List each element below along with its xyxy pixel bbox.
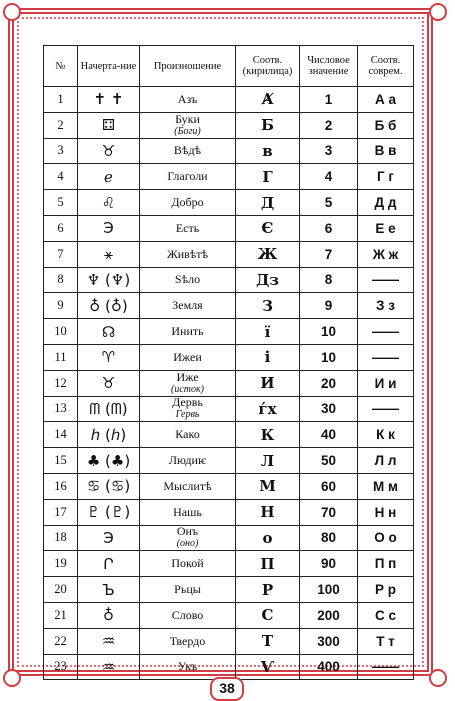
pronunciation-text: Инить xyxy=(171,324,204,339)
table-row xyxy=(44,654,414,680)
glyph-cell: Ъ xyxy=(78,577,140,603)
pronunciation-cell xyxy=(140,293,236,319)
glyph-cell: Ր xyxy=(78,551,140,577)
pronunciation-cell xyxy=(140,602,236,628)
table-row xyxy=(44,448,414,474)
row-number: 11 xyxy=(44,344,78,370)
modern-letter-cell: К к xyxy=(358,422,414,448)
table-row xyxy=(44,293,414,319)
cyrillic-cell: З xyxy=(236,293,300,319)
glyph-cell: ♈ xyxy=(78,344,140,370)
table-row xyxy=(44,525,414,551)
table-row xyxy=(44,551,414,577)
table-row xyxy=(44,344,414,370)
glyph-cell: ♆ (♆) xyxy=(78,267,140,293)
table-row xyxy=(44,267,414,293)
pronunciation-cell xyxy=(140,551,236,577)
pronunciation-text: Рьцы xyxy=(174,582,201,597)
pronunciation-text: Добро xyxy=(171,195,204,210)
pronunciation-cell xyxy=(140,396,236,422)
modern-letter-cell: —— xyxy=(358,654,414,680)
pronunciation-cell xyxy=(140,499,236,525)
numeric-value-cell: 100 xyxy=(300,577,358,603)
row-number: 17 xyxy=(44,499,78,525)
numeric-value-cell: 2 xyxy=(300,112,358,138)
table-row xyxy=(44,628,414,654)
modern-letter-cell: З з xyxy=(358,293,414,319)
table-row xyxy=(44,138,414,164)
corner-ornament xyxy=(3,669,21,687)
row-number: 2 xyxy=(44,112,78,138)
cyrillic-cell: К xyxy=(236,422,300,448)
table-row xyxy=(44,164,414,190)
cyrillic-cell: і xyxy=(236,344,300,370)
glyph-cell: ⚃ xyxy=(78,112,140,138)
cyrillic-cell: Г xyxy=(236,164,300,190)
modern-letter-cell: Б б xyxy=(358,112,414,138)
pronunciation-text: Вѣдѣ xyxy=(173,143,202,158)
glyph-cell: ♣ (♣) xyxy=(78,448,140,474)
alphabet-table xyxy=(43,45,414,680)
numeric-value-cell: 20 xyxy=(300,370,358,396)
table-row xyxy=(44,87,414,113)
header-numeric-value: Числовое значение xyxy=(300,46,358,87)
table-row xyxy=(44,602,414,628)
numeric-value-cell: 1 xyxy=(300,87,358,113)
cyrillic-cell: Р xyxy=(236,577,300,603)
pronunciation-text: Онъ xyxy=(176,524,199,539)
table-row xyxy=(44,241,414,267)
modern-letter-cell: —— xyxy=(358,344,414,370)
numeric-value-cell: 300 xyxy=(300,628,358,654)
pronunciation-cell xyxy=(140,344,236,370)
pronunciation-cell xyxy=(140,448,236,474)
cyrillic-cell: Б xyxy=(236,112,300,138)
modern-letter-cell: —— xyxy=(358,319,414,345)
glyph-cell: ♋ (♋) xyxy=(78,473,140,499)
modern-letter-cell: А а xyxy=(358,87,414,113)
pronunciation-text: Укъ xyxy=(177,659,198,674)
modern-letter-cell: Д д xyxy=(358,190,414,216)
cyrillic-cell: М xyxy=(236,473,300,499)
glyph-cell: ♒ xyxy=(78,628,140,654)
numeric-value-cell: 200 xyxy=(300,602,358,628)
table-row xyxy=(44,215,414,241)
numeric-value-cell: 30 xyxy=(300,396,358,422)
cyrillic-cell: Дз xyxy=(236,267,300,293)
numeric-value-cell: 10 xyxy=(300,319,358,345)
row-number: 10 xyxy=(44,319,78,345)
header-glyph: Начерта-ние xyxy=(78,46,140,87)
pronunciation-text: Дервь xyxy=(172,395,203,410)
corner-ornament xyxy=(429,669,447,687)
pronunciation-text: Слово xyxy=(171,607,204,622)
pronunciation-cell xyxy=(140,112,236,138)
glyph-cell: ♒ xyxy=(78,654,140,680)
row-number: 14 xyxy=(44,422,78,448)
table-row xyxy=(44,112,414,138)
row-number: 6 xyxy=(44,215,78,241)
numeric-value-cell: 6 xyxy=(300,215,358,241)
modern-letter-cell: Т т xyxy=(358,628,414,654)
pronunciation-cell xyxy=(140,215,236,241)
glyph-cell: ✝ ✝ xyxy=(78,87,140,113)
numeric-value-cell: 70 xyxy=(300,499,358,525)
table-row xyxy=(44,473,414,499)
glyph-cell: ♉ xyxy=(78,138,140,164)
glyph-cell: ℎ (ℎ) xyxy=(78,422,140,448)
pronunciation-cell xyxy=(140,267,236,293)
row-number: 21 xyxy=(44,602,78,628)
pronunciation-cell xyxy=(140,87,236,113)
numeric-value-cell: 10 xyxy=(300,344,358,370)
table-row xyxy=(44,190,414,216)
page-number: 38 xyxy=(210,677,244,701)
row-number: 20 xyxy=(44,577,78,603)
cyrillic-cell: о xyxy=(236,525,300,551)
modern-letter-cell: Л л xyxy=(358,448,414,474)
pronunciation-text: Иже xyxy=(176,369,199,384)
numeric-value-cell: 5 xyxy=(300,190,358,216)
numeric-value-cell: 90 xyxy=(300,551,358,577)
table-row xyxy=(44,319,414,345)
modern-letter-cell: Г г xyxy=(358,164,414,190)
glyph-cell: Э xyxy=(78,215,140,241)
header-cyrillic: Соотв. (кирилица) xyxy=(236,46,300,87)
cyrillic-cell: ѓх xyxy=(236,396,300,422)
modern-letter-cell: О о xyxy=(358,525,414,551)
numeric-value-cell: 8 xyxy=(300,267,358,293)
glyph-cell: ♉ xyxy=(78,370,140,396)
pronunciation-note: (исток) xyxy=(171,383,204,395)
pronunciation-text: Глаголи xyxy=(167,169,208,184)
modern-letter-cell: В в xyxy=(358,138,414,164)
row-number: 19 xyxy=(44,551,78,577)
modern-letter-cell: Е е xyxy=(358,215,414,241)
row-number: 12 xyxy=(44,370,78,396)
row-number: 15 xyxy=(44,448,78,474)
pronunciation-cell xyxy=(140,628,236,654)
modern-letter-cell: Р р xyxy=(358,577,414,603)
pronunciation-text: Земля xyxy=(172,298,203,313)
cyrillic-cell: Н xyxy=(236,499,300,525)
cyrillic-cell: Л xyxy=(236,448,300,474)
cyrillic-cell: ї xyxy=(236,319,300,345)
numeric-value-cell: 400 xyxy=(300,654,358,680)
cyrillic-cell: С xyxy=(236,602,300,628)
numeric-value-cell: 80 xyxy=(300,525,358,551)
row-number: 7 xyxy=(44,241,78,267)
cyrillic-cell: в xyxy=(236,138,300,164)
cyrillic-cell: Д xyxy=(236,190,300,216)
row-number: 22 xyxy=(44,628,78,654)
pronunciation-text: Нашь xyxy=(173,504,202,519)
pronunciation-text: Ѕѣло xyxy=(174,272,201,287)
pronunciation-text: Ижеи xyxy=(173,349,202,364)
pronunciation-text: Покой xyxy=(171,556,204,571)
table-row xyxy=(44,370,414,396)
cyrillic-cell: Є xyxy=(236,215,300,241)
header-row xyxy=(44,46,414,87)
numeric-value-cell: 9 xyxy=(300,293,358,319)
modern-letter-cell: М м xyxy=(358,473,414,499)
glyph-cell: ♁ xyxy=(78,602,140,628)
corner-ornament xyxy=(429,3,447,21)
row-number: 4 xyxy=(44,164,78,190)
corner-ornament xyxy=(3,3,21,21)
table-body xyxy=(44,87,414,680)
pronunciation-cell xyxy=(140,319,236,345)
numeric-value-cell: 4 xyxy=(300,164,358,190)
row-number: 18 xyxy=(44,525,78,551)
numeric-value-cell: 40 xyxy=(300,422,358,448)
pronunciation-cell xyxy=(140,577,236,603)
row-number: 1 xyxy=(44,87,78,113)
row-number: 9 xyxy=(44,293,78,319)
pronunciation-cell xyxy=(140,473,236,499)
glyph-cell: ☊ xyxy=(78,319,140,345)
pronunciation-text: Твердо xyxy=(169,633,206,648)
pronunciation-note: (Боги) xyxy=(174,125,201,137)
modern-letter-cell: И и xyxy=(358,370,414,396)
cyrillic-cell: П xyxy=(236,551,300,577)
pronunciation-note: Гервь xyxy=(175,409,200,421)
header-number: № xyxy=(44,46,78,87)
cyrillic-cell: И xyxy=(236,370,300,396)
pronunciation-cell xyxy=(140,138,236,164)
row-number: 3 xyxy=(44,138,78,164)
pronunciation-text: Азъ xyxy=(177,91,198,106)
row-number: 13 xyxy=(44,396,78,422)
glyph-cell: ♁ (♁) xyxy=(78,293,140,319)
table-row xyxy=(44,422,414,448)
pronunciation-cell xyxy=(140,190,236,216)
pronunciation-cell xyxy=(140,164,236,190)
modern-letter-cell: Н н xyxy=(358,499,414,525)
header-pronunciation: Произношение xyxy=(140,46,236,87)
numeric-value-cell: 7 xyxy=(300,241,358,267)
pronunciation-cell xyxy=(140,654,236,680)
glyph-cell: ᗰ (ᗰ) xyxy=(78,396,140,422)
row-number: 8 xyxy=(44,267,78,293)
modern-letter-cell: —— xyxy=(358,396,414,422)
numeric-value-cell: 50 xyxy=(300,448,358,474)
cyrillic-cell: Ж xyxy=(236,241,300,267)
pronunciation-text: Буки xyxy=(175,111,200,126)
pronunciation-text: Како xyxy=(175,427,200,442)
header-modern: Соотв. соврем. xyxy=(358,46,414,87)
modern-letter-cell: С с xyxy=(358,602,414,628)
row-number: 23 xyxy=(44,654,78,680)
cyrillic-cell: Ѵ xyxy=(236,654,300,680)
modern-letter-cell: П п xyxy=(358,551,414,577)
modern-letter-cell: —— xyxy=(358,267,414,293)
cyrillic-cell: Т xyxy=(236,628,300,654)
row-number: 16 xyxy=(44,473,78,499)
pronunciation-cell xyxy=(140,525,236,551)
glyph-cell: ℯ xyxy=(78,164,140,190)
table-row xyxy=(44,577,414,603)
glyph-cell: ♇ (♇) xyxy=(78,499,140,525)
pronunciation-text: Мыслитѣ xyxy=(163,478,212,493)
pronunciation-text: Есть xyxy=(175,220,200,235)
modern-letter-cell: Ж ж xyxy=(358,241,414,267)
glyph-cell: ⚹ xyxy=(78,241,140,267)
row-number: 5 xyxy=(44,190,78,216)
pronunciation-cell xyxy=(140,370,236,396)
numeric-value-cell: 3 xyxy=(300,138,358,164)
table-row xyxy=(44,499,414,525)
pronunciation-note: (оно) xyxy=(176,538,199,550)
pronunciation-cell xyxy=(140,422,236,448)
glyph-cell: Э xyxy=(78,525,140,551)
cyrillic-cell: Ⱥ xyxy=(236,87,300,113)
numeric-value-cell: 60 xyxy=(300,473,358,499)
glyph-cell: ♌ xyxy=(78,190,140,216)
table-row xyxy=(44,396,414,422)
pronunciation-text: Живѣтѣ xyxy=(166,246,209,261)
pronunciation-cell xyxy=(140,241,236,267)
pronunciation-text: Людиѥ xyxy=(168,453,207,468)
